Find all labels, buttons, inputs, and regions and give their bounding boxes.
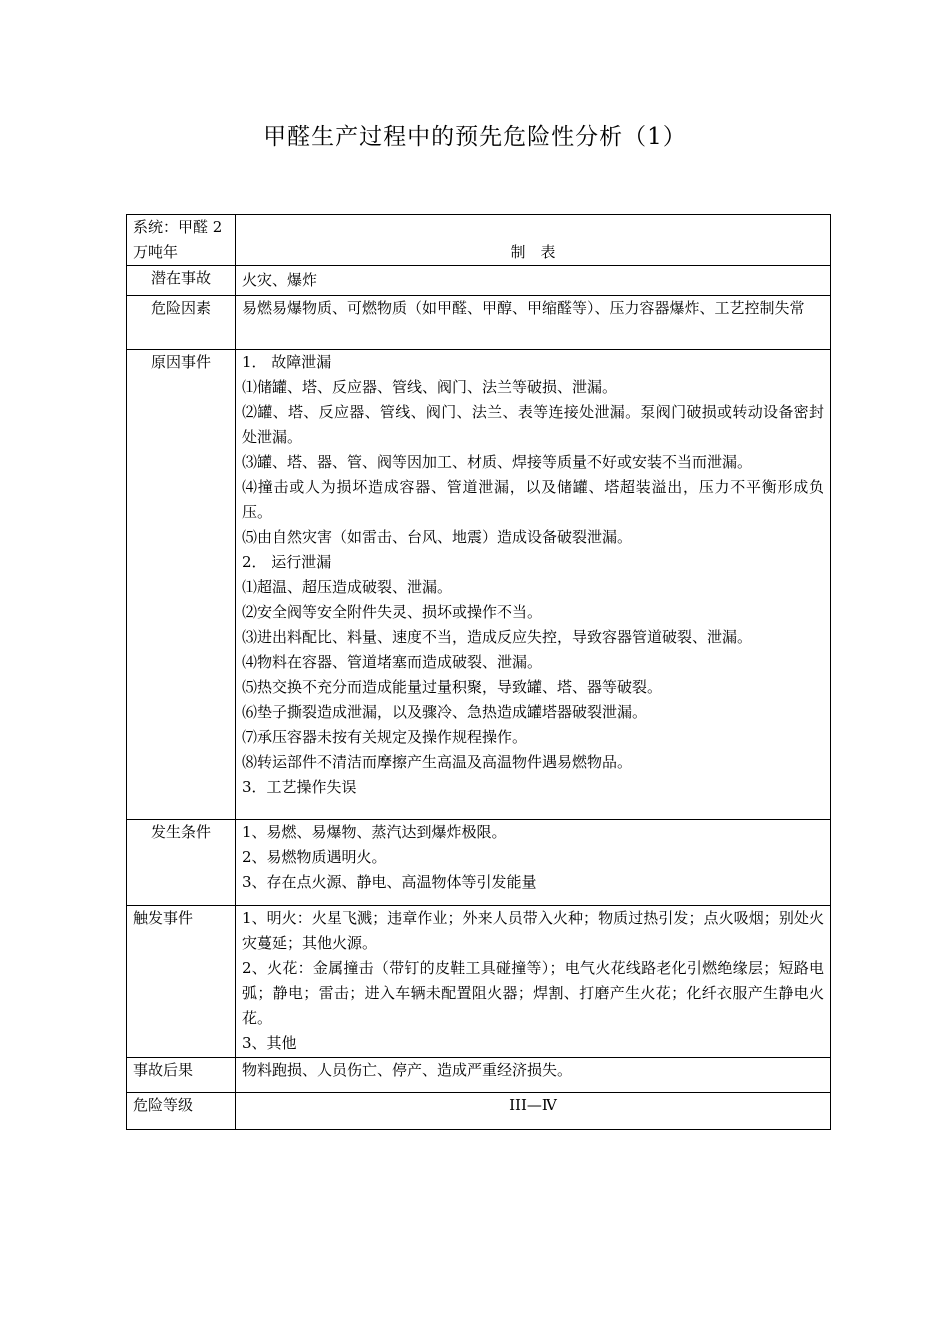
row-result	[127, 1058, 831, 1093]
cause-line: ⑻转运部件不清洁而摩擦产生高温及高温物件遇易燃物品。	[242, 753, 633, 771]
hazard-analysis-table	[126, 214, 831, 1130]
condition-line: 2、易燃物质遇明火。	[242, 848, 387, 866]
level-value: III—Ⅳ	[236, 1093, 831, 1130]
page-title: 甲醛生产过程中的预先危险性分析（1）	[263, 124, 687, 150]
level-label: 危险等级	[127, 1093, 236, 1130]
cause-content	[236, 350, 831, 820]
trigger-line: 3、其他	[242, 1034, 297, 1052]
cause-line: ⑹垫子撕裂造成泄漏，以及骤冷、急热造成罐塔器破裂泄漏。	[242, 703, 648, 721]
trigger-line: 1、明火：火星飞溅；违章作业；外来人员带入火种；物质过热引发；点火吸烟；别处火灾蔓延；其他火源。	[242, 909, 824, 952]
cause-line: ⑷撞击或人为损坏造成容器、管道泄漏，以及储罐、塔超装溢出，压力不平衡形成负压。	[242, 478, 824, 521]
cause-label: 原因事件	[127, 350, 236, 820]
result-label: 事故后果	[127, 1058, 236, 1093]
cause-line: ⑶罐、塔、器、管、阀等因加工、材质、焊接等质量不好或安装不当而泄漏。	[242, 453, 753, 471]
cause-line: ⑶进出料配比、料量、速度不当，造成反应失控，导致容器管道破裂、泄漏。	[242, 628, 753, 646]
row-level	[127, 1093, 831, 1130]
row-trigger	[127, 906, 831, 1058]
accident-value: 火灾、爆炸	[236, 266, 831, 296]
row-risk	[127, 296, 831, 350]
cause-line: ⑴超温、超压造成破裂、泄漏。	[242, 578, 453, 596]
cause-line: ⑵罐、塔、反应器、管线、阀门、法兰、表等连接处泄漏。泵阀门破损或转动设备密封处泄漏。	[242, 403, 824, 446]
row-cause	[127, 350, 831, 820]
condition-label: 发生条件	[127, 820, 236, 906]
accident-label: 潜在事故	[127, 266, 236, 296]
trigger-line: 2、火花：金属撞击（带钉的皮鞋工具碰撞等）；电气火花线路老化引燃绝缘层；短路电弧；静电；雷击；进入车辆未配置阻火器；焊割、打磨产生火花；化纤衣服产生静电火花。	[242, 959, 824, 1027]
condition-line: 3、存在点火源、静电、高温物体等引发能量	[242, 873, 537, 891]
risk-label: 危险因素	[127, 296, 236, 350]
trigger-label: 触发事件	[127, 906, 236, 1058]
system-value: 制 表	[236, 215, 831, 266]
cause-line: ⑷物料在容器、管道堵塞而造成破裂、泄漏。	[242, 653, 543, 671]
cause-line: ⑵安全阀等安全附件失灵、损坏或操作不当。	[242, 603, 543, 621]
condition-line: 1、易燃、易爆物、蒸汽达到爆炸极限。	[242, 823, 507, 841]
condition-content	[236, 820, 831, 906]
trigger-content	[236, 906, 831, 1058]
row-accident	[127, 266, 831, 296]
cause-line: 3．工艺操作失误	[242, 778, 357, 796]
risk-value: 易燃易爆物质、可燃物质（如甲醛、甲醇、甲缩醛等）、压力容器爆炸、工艺控制失常	[236, 296, 831, 350]
row-condition	[127, 820, 831, 906]
cause-line: ⑴储罐、塔、反应器、管线、阀门、法兰等破损、泄漏。	[242, 378, 618, 396]
cause-line: 1． 故障泄漏	[242, 353, 332, 371]
system-label: 系统：甲醛 2 万吨年	[127, 215, 236, 266]
cause-line: ⑸热交换不充分而造成能量过量积聚，导致罐、塔、器等破裂。	[242, 678, 663, 696]
row-system	[127, 215, 831, 266]
cause-line: ⑸由自然灾害（如雷击、台风、地震）造成设备破裂泄漏。	[242, 528, 633, 546]
cause-line: ⑺承压容器未按有关规定及操作规程操作。	[242, 728, 528, 746]
result-value: 物料跑损、人员伤亡、停产、造成严重经济损失。	[236, 1058, 831, 1093]
cause-line: 2． 运行泄漏	[242, 553, 332, 571]
